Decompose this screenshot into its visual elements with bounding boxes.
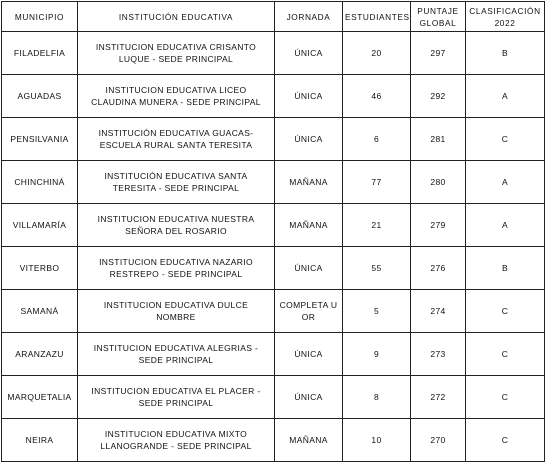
estudiantes-cell: 5 [343, 290, 411, 333]
estudiantes-cell: 10 [343, 419, 411, 462]
estudiantes-cell: 46 [343, 75, 411, 118]
institucion-cell: INSTITUCION EDUCATIVA MIXTO LLANOGRANDE - SEDE PRINCIPAL [78, 419, 275, 462]
institucion-cell: INSTITUCION EDUCATIVA ALEGRIAS - SEDE PRINCIPAL [78, 333, 275, 376]
puntaje-cell: 273 [411, 333, 466, 376]
header-jornada: JORNADA [275, 2, 343, 32]
municipio-cell: FILADELFIA [2, 32, 78, 75]
schools-table [1, 1, 545, 462]
institucion-cell: INSTITUCION EDUCATIVA NUESTRA SEÑORA DEL ROSARIO [78, 204, 275, 247]
puntaje-cell: 276 [411, 247, 466, 290]
jornada-cell: ÚNICA [275, 247, 343, 290]
puntaje-cell: 297 [411, 32, 466, 75]
puntaje-cell: 274 [411, 290, 466, 333]
jornada-cell: MAÑANA [275, 204, 343, 247]
municipio-cell: VITERBO [2, 247, 78, 290]
header-row [2, 2, 545, 32]
table-row [2, 376, 545, 419]
municipio-cell: PENSILVANIA [2, 118, 78, 161]
municipio-cell: SAMANÁ [2, 290, 78, 333]
jornada-cell: ÚNICA [275, 32, 343, 75]
institucion-cell: INSTITUCIÓN EDUCATIVA GUACAS-ESCUELA RURAL SANTA TERESITA [78, 118, 275, 161]
municipio-cell: NEIRA [2, 419, 78, 462]
header-municipio: MUNICIPIO [2, 2, 78, 32]
institucion-cell: INSTITUCION EDUCATIVA LICEO CLAUDINA MUNERA - SEDE PRINCIPAL [78, 75, 275, 118]
clasificacion-cell: A [466, 204, 545, 247]
puntaje-cell: 280 [411, 161, 466, 204]
clasificacion-cell: C [466, 376, 545, 419]
estudiantes-cell: 55 [343, 247, 411, 290]
jornada-cell: MAÑANA [275, 419, 343, 462]
municipio-cell: AGUADAS [2, 75, 78, 118]
municipio-cell: MARQUETALIA [2, 376, 78, 419]
jornada-cell: MAÑANA [275, 161, 343, 204]
jornada-cell: ÚNICA [275, 75, 343, 118]
municipio-cell: VILLAMARÍA [2, 204, 78, 247]
table-row [2, 118, 545, 161]
table-row [2, 75, 545, 118]
institucion-cell: INSTITUCION EDUCATIVA DULCE NOMBRE [78, 290, 275, 333]
jornada-cell: ÚNICA [275, 118, 343, 161]
table-row [2, 247, 545, 290]
clasificacion-cell: B [466, 32, 545, 75]
table-row [2, 161, 545, 204]
jornada-cell: ÚNICA [275, 333, 343, 376]
header-puntaje-global: PUNTAJE GLOBAL [411, 2, 466, 32]
puntaje-cell: 272 [411, 376, 466, 419]
estudiantes-cell: 8 [343, 376, 411, 419]
header-clasificacion: CLASIFICACIÓN 2022 [466, 2, 545, 32]
puntaje-cell: 292 [411, 75, 466, 118]
institucion-cell: INSTITUCION EDUCATIVA CRISANTO LUQUE - SEDE PRINCIPAL [78, 32, 275, 75]
puntaje-cell: 281 [411, 118, 466, 161]
institucion-cell: INSTITUCION EDUCATIVA NAZARIO RESTREPO - SEDE PRINCIPAL [78, 247, 275, 290]
clasificacion-cell: A [466, 75, 545, 118]
table-row [2, 32, 545, 75]
table-row [2, 419, 545, 462]
estudiantes-cell: 9 [343, 333, 411, 376]
municipio-cell: CHINCHINÁ [2, 161, 78, 204]
municipio-cell: ARANZAZU [2, 333, 78, 376]
puntaje-cell: 270 [411, 419, 466, 462]
table-row [2, 333, 545, 376]
institucion-cell: INSTITUCIÓN EDUCATIVA SANTA TERESITA - SEDE PRINCIPAL [78, 161, 275, 204]
clasificacion-cell: C [466, 118, 545, 161]
clasificacion-cell: B [466, 247, 545, 290]
table-row [2, 204, 545, 247]
clasificacion-cell: C [466, 419, 545, 462]
estudiantes-cell: 6 [343, 118, 411, 161]
puntaje-cell: 279 [411, 204, 466, 247]
clasificacion-cell: C [466, 333, 545, 376]
table-row [2, 290, 545, 333]
header-estudiantes: ESTUDIANTES [343, 2, 411, 32]
estudiantes-cell: 20 [343, 32, 411, 75]
institucion-cell: INSTITUCION EDUCATIVA EL PLACER - SEDE PRINCIPAL [78, 376, 275, 419]
jornada-cell: COMPLETA U OR [275, 290, 343, 333]
estudiantes-cell: 21 [343, 204, 411, 247]
jornada-cell: ÚNICA [275, 376, 343, 419]
clasificacion-cell: A [466, 161, 545, 204]
estudiantes-cell: 77 [343, 161, 411, 204]
clasificacion-cell: C [466, 290, 545, 333]
header-institucion: INSTITUCIÓN EDUCATIVA [78, 2, 275, 32]
